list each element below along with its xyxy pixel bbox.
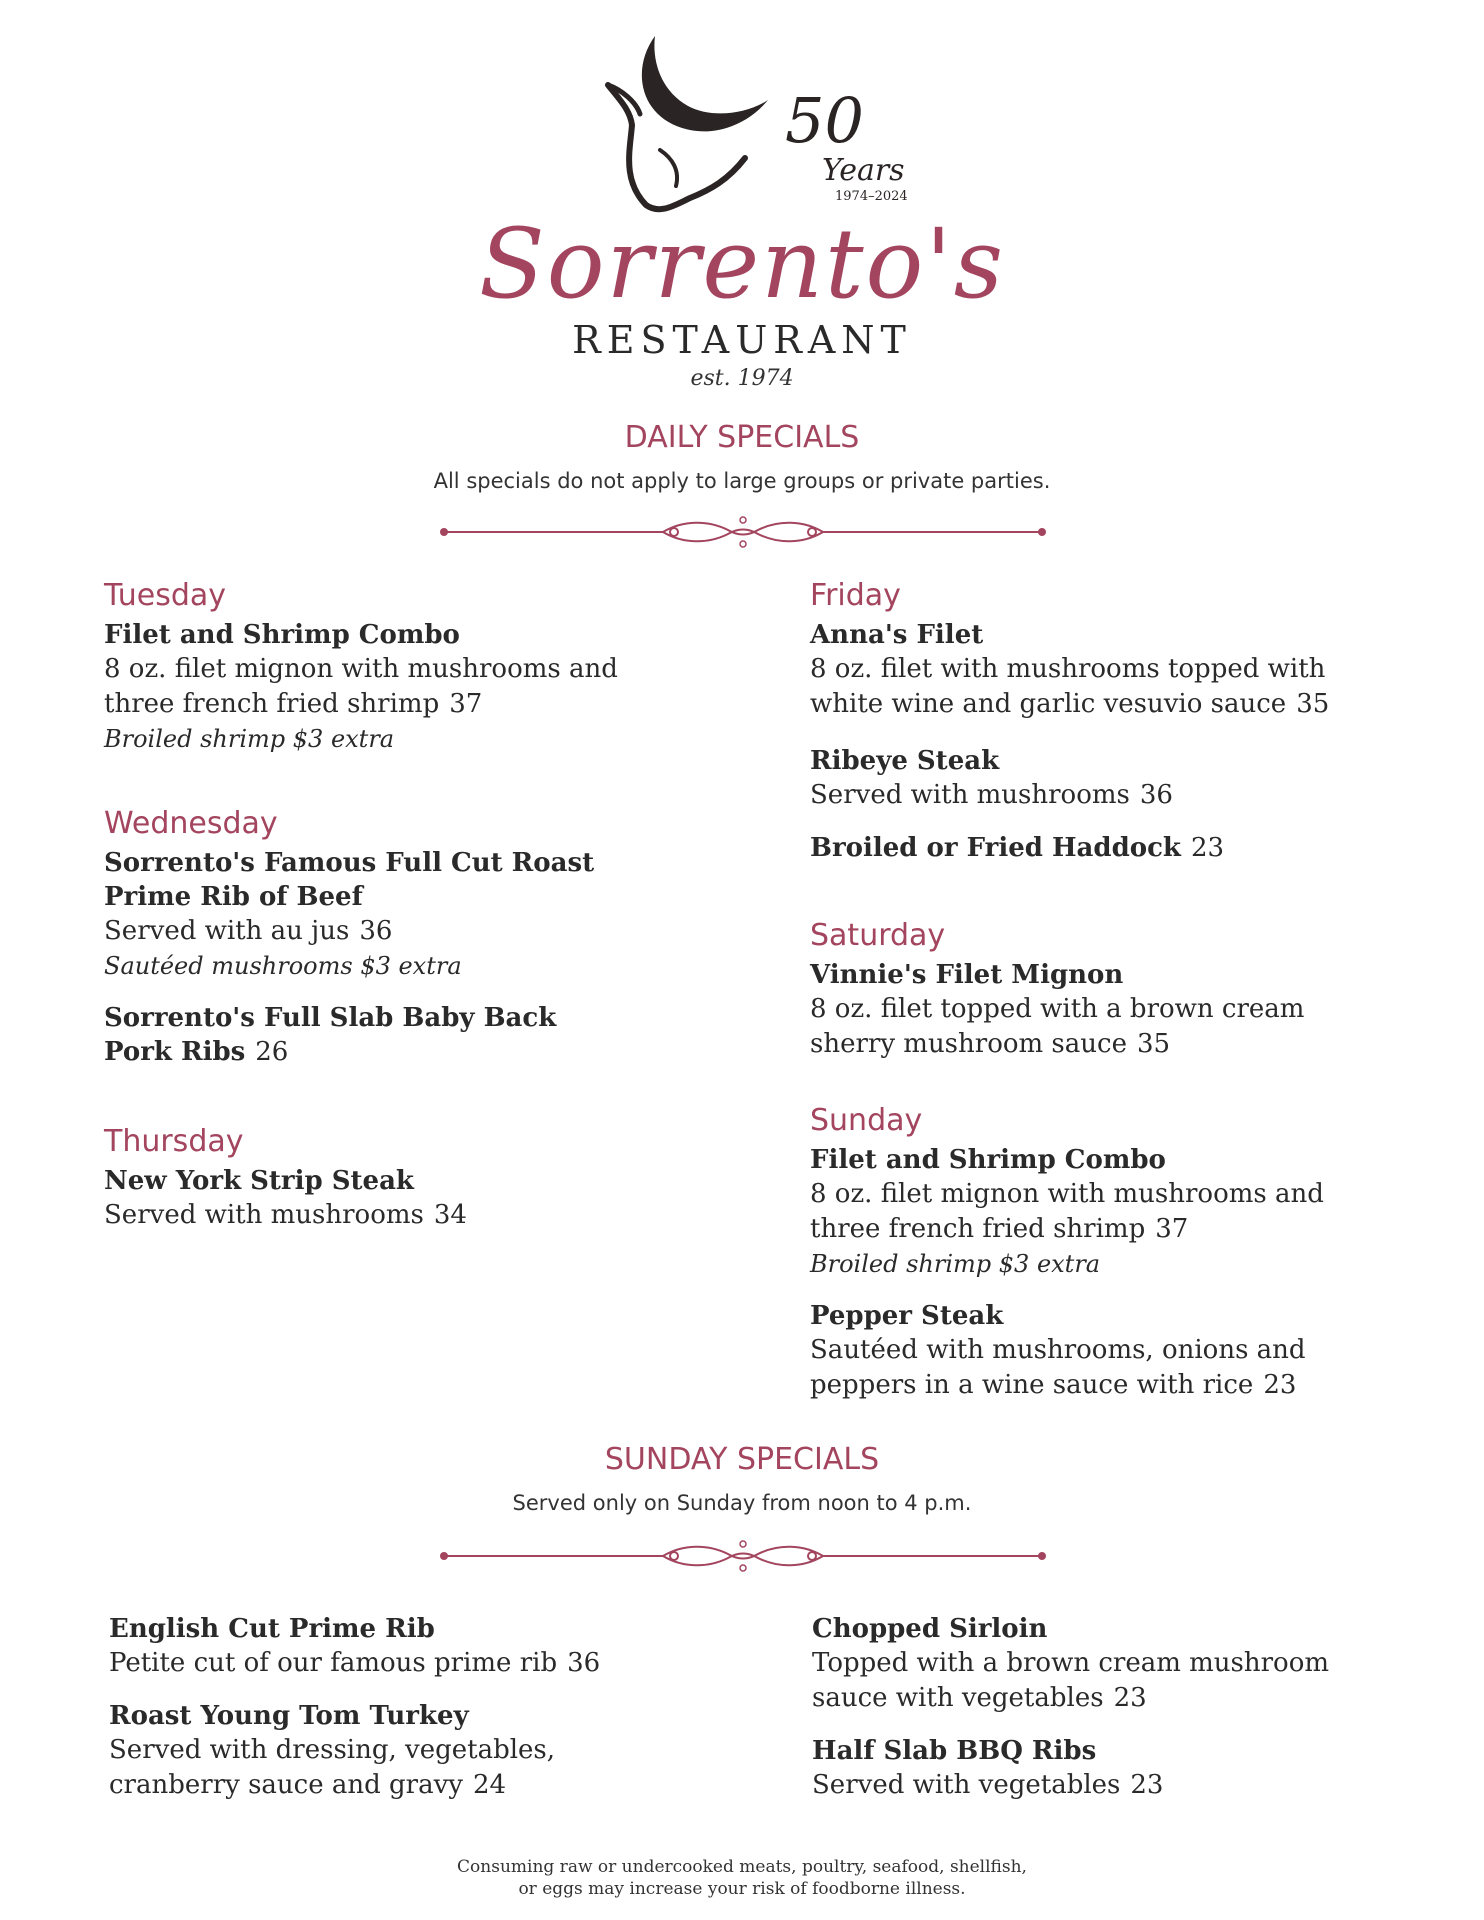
day-heading-sunday: Sunday <box>810 1103 923 1138</box>
item-note: Broiled shrimp $3 extra <box>104 725 395 753</box>
daily-specials-note: All specials do not apply to large groups or private parties. <box>433 469 1051 493</box>
item-description: Served with mushrooms 34 <box>104 1200 467 1230</box>
menu-item <box>104 1001 664 1069</box>
item-name: Ribeye Steak <box>810 746 1000 776</box>
item-price: 36 <box>567 1648 601 1678</box>
item-price: 36 <box>359 916 393 946</box>
wednesday-section <box>104 806 664 1087</box>
sunday-specials-right <box>812 1612 1372 1821</box>
item-name: Vinnie's Filet Mignon <box>810 960 1124 990</box>
item-name: English Cut Prime Rib <box>109 1614 435 1644</box>
item-name-line2: Pork Ribs 26 <box>104 1037 289 1067</box>
bull-logo-icon <box>600 30 940 230</box>
item-name: Half Slab BBQ Ribs <box>812 1736 1097 1766</box>
item-price: 23 <box>1190 833 1225 863</box>
daily-specials-title: DAILY SPECIALS <box>624 420 860 455</box>
ornament-divider <box>438 512 1048 552</box>
item-description-line2: sauce with vegetables 23 <box>812 1683 1147 1713</box>
item-description: 8 oz. filet mignon with mushrooms and <box>810 1179 1324 1209</box>
item-description: Petite cut of our famous prime rib 36 <box>109 1648 601 1678</box>
disclaimer-line2: or eggs may increase your risk of foodborne illness. <box>518 1879 966 1899</box>
sunday-specials-left <box>109 1612 669 1821</box>
food-safety-disclaimer <box>0 1856 1484 1900</box>
day-heading-friday: Friday <box>810 578 901 613</box>
item-name: Pepper Steak <box>810 1301 1004 1331</box>
menu-item <box>812 1612 1372 1716</box>
anniversary-word: Years <box>822 153 905 188</box>
item-name: New York Strip Steak <box>104 1166 414 1196</box>
item-description: 8 oz. filet topped with a brown cream <box>810 994 1305 1024</box>
item-description-line2: sherry mushroom sauce 35 <box>810 1029 1171 1059</box>
item-name-line2: Prime Rib of Beef <box>104 882 363 912</box>
sunday-specials-title: SUNDAY SPECIALS <box>604 1442 880 1477</box>
established: est. 1974 <box>690 366 794 391</box>
menu-item <box>109 1612 669 1681</box>
sunday-section <box>810 1103 1370 1421</box>
menu-item <box>104 1164 664 1233</box>
item-description: Served with au jus 36 <box>104 916 393 946</box>
anniversary-range: 1974–2024 <box>835 189 908 204</box>
item-price: 34 <box>433 1200 467 1230</box>
item-description-line2: cranberry sauce and gravy 24 <box>109 1770 507 1800</box>
item-price: 35 <box>1136 1029 1171 1059</box>
brand-subtitle: RESTAURANT <box>572 318 912 362</box>
item-price: 37 <box>449 689 483 719</box>
item-name: Filet and Shrimp Combo <box>810 1145 1166 1175</box>
item-price: 36 <box>1139 780 1173 810</box>
disclaimer-line1: Consuming raw or undercooked meats, poultry, seafood, shellfish, <box>457 1857 1027 1877</box>
ornament-icon <box>438 1536 1048 1576</box>
menu-item <box>812 1734 1372 1803</box>
item-description: Sautéed with mushrooms, onions and <box>810 1335 1306 1365</box>
item-price: 23 <box>1130 1770 1164 1800</box>
item-name: Anna's Filet <box>810 620 984 650</box>
logo <box>600 30 940 230</box>
item-price: 23 <box>1263 1370 1297 1400</box>
menu-item <box>810 958 1370 1062</box>
ornament-divider <box>438 1536 1048 1576</box>
item-name: Sorrento's Full Slab Baby Back <box>104 1003 557 1033</box>
menu-item <box>810 1143 1370 1281</box>
day-heading-tuesday: Tuesday <box>104 578 227 613</box>
menu-item <box>810 744 1370 813</box>
item-name: Roast Young Tom Turkey <box>109 1701 469 1731</box>
menu-item <box>810 1299 1370 1403</box>
item-description-line2: white wine and garlic vesuvio sauce 35 <box>810 689 1330 719</box>
menu-item <box>810 831 1370 865</box>
tuesday-section <box>104 578 664 774</box>
menu-item <box>104 618 664 756</box>
item-description: Served with vegetables 23 <box>812 1770 1164 1800</box>
friday-section <box>810 578 1370 883</box>
item-note: Sautéed mushrooms $3 extra <box>104 952 462 980</box>
menu-item <box>109 1699 669 1803</box>
item-description-line2: three french fried shrimp 37 <box>104 689 483 719</box>
item-description: 8 oz. filet with mushrooms topped with <box>810 654 1326 684</box>
item-description-line2: peppers in a wine sauce with rice 23 <box>810 1370 1297 1400</box>
item-price: 24 <box>472 1770 507 1800</box>
item-description: Served with dressing, vegetables, <box>109 1735 556 1765</box>
day-heading-thursday: Thursday <box>104 1124 244 1159</box>
item-name: Broiled or Fried Haddock 23 <box>810 833 1225 863</box>
item-description: Served with mushrooms 36 <box>810 780 1173 810</box>
item-price: 35 <box>1296 689 1330 719</box>
item-name: Chopped Sirloin <box>812 1614 1048 1644</box>
ornament-icon <box>438 512 1048 552</box>
item-note: Broiled shrimp $3 extra <box>810 1250 1101 1278</box>
item-name: Sorrento's Famous Full Cut Roast <box>104 848 595 878</box>
item-price: 37 <box>1155 1214 1189 1244</box>
day-heading-saturday: Saturday <box>810 918 946 953</box>
item-description-line2: three french fried shrimp 37 <box>810 1214 1189 1244</box>
item-price: 26 <box>255 1037 289 1067</box>
item-description: 8 oz. filet mignon with mushrooms and <box>104 654 618 684</box>
menu-item <box>810 618 1370 722</box>
item-price: 23 <box>1113 1683 1147 1713</box>
menu-item <box>104 846 664 983</box>
thursday-section <box>104 1124 664 1251</box>
anniversary-number: 50 <box>785 84 864 157</box>
brand-name: Sorrento's <box>478 208 1005 320</box>
saturday-section <box>810 918 1370 1080</box>
sunday-specials-note: Served only on Sunday from noon to 4 p.m. <box>512 1491 972 1515</box>
item-description: Topped with a brown cream mushroom <box>812 1648 1330 1678</box>
item-name: Filet and Shrimp Combo <box>104 620 460 650</box>
day-heading-wednesday: Wednesday <box>104 806 278 841</box>
